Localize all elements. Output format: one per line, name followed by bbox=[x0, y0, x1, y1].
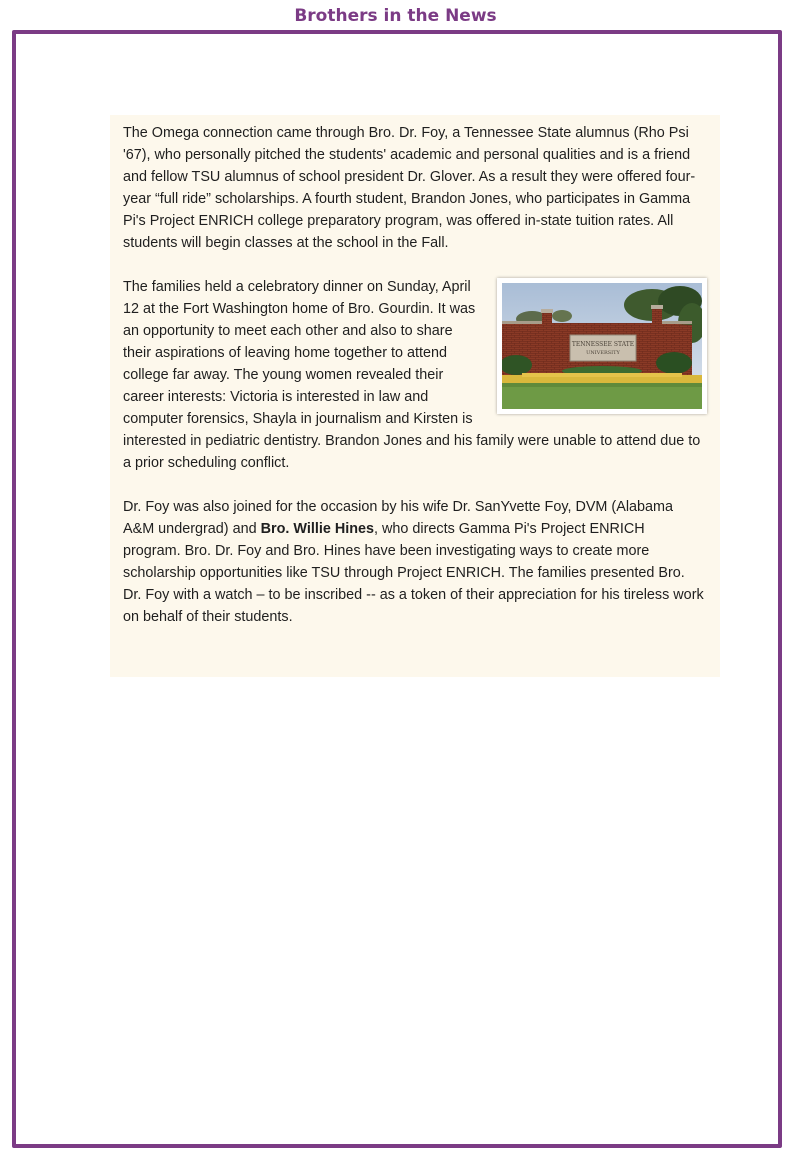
article-paragraph-1: The Omega connection came through Bro. Dr. Foy, a Tennessee State alumnus (Rho Psi '67), who personally pitched the students' academic and personal qualities and is a friend and fellow TSU alumnus of school president Dr. Glover. As a result they were offered four-year “full ride” scholarships. A fourth student, Brandon Jones, who participates in Gamma Pi's Project ENRICH college preparatory program, was offered in-state tuition rates. All students will begin classes at the school in the Fall. bbox=[123, 125, 696, 251]
article-paragraph-2: The families held a celebratory dinner on Sunday, April 12 at the Fort Washington home of Bro. Gourdin. It was an opportunity to meet each other and also to share their aspirations of leaving home together to attend college far away. The young women revealed their career interests: Victoria is interested in law and computer forensics, Shayla in journalism and Kirsten is interested in pediatric dentistry. Brandon Jones and his family were unable to attend due to a prior scheduling conflict. bbox=[123, 279, 701, 471]
article-body bbox=[110, 115, 720, 677]
paragraph-3-text-start: Dr. Foy was also joined for the occasion by his wife Dr. SanYvette Foy, DVM (Alabama A&M undergrad) and bbox=[123, 499, 674, 537]
university-sign-image bbox=[502, 283, 702, 409]
university-sign-photo bbox=[497, 278, 707, 414]
sign-text-line-1: TENNESSEE STATE bbox=[571, 341, 635, 348]
sign-text-line-2: UNIVERSITY bbox=[586, 350, 620, 356]
page-title: Brothers in the News bbox=[294, 6, 497, 26]
article-paragraph-3 bbox=[123, 496, 706, 628]
willie-hines-name: Bro. Willie Hines bbox=[260, 521, 375, 537]
paragraph-3-text-end: , who directs Gamma Pi's Project ENRICH program. Bro. Dr. Foy and Bro. Hines have been investigating ways to create more scholarship opportunities like TSU through Project ENRICH. The families presented Bro. Dr. Foy with a watch – to be inscribed -- as a token of their appreciation for his tireless work on behalf of their students. bbox=[123, 521, 704, 625]
